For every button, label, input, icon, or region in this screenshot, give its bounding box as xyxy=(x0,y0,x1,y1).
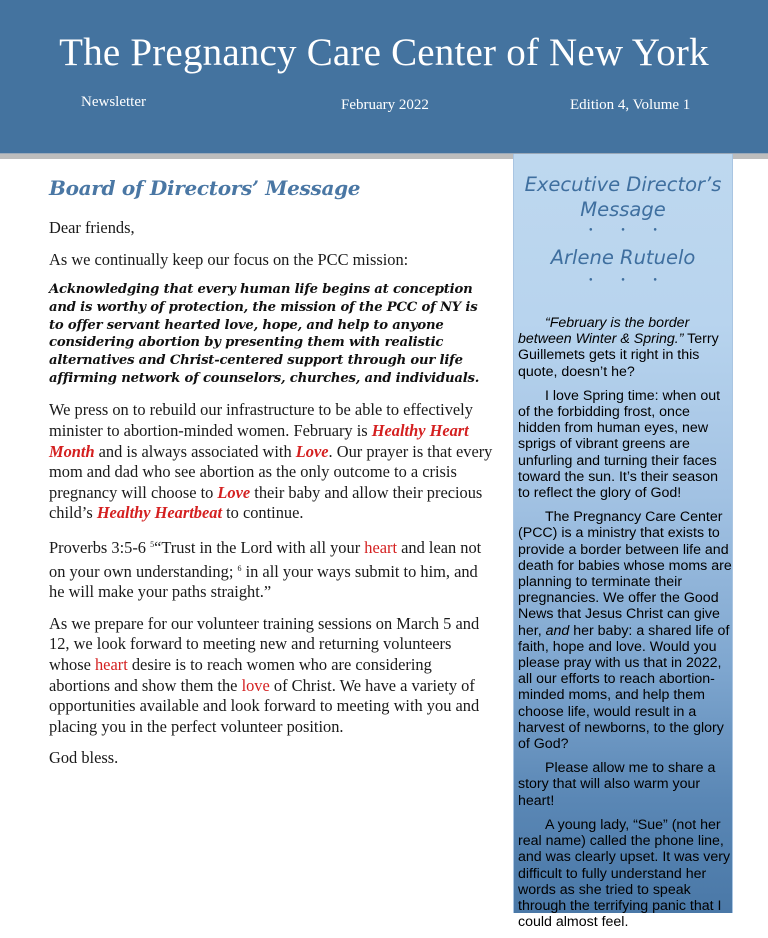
dot-divider: • • • xyxy=(588,276,670,286)
executive-director-sidebar xyxy=(513,154,733,931)
emphasis-love: Love xyxy=(295,441,329,461)
text: Terry Guillemets gets it right in this quote, doesn’t he? xyxy=(518,331,719,380)
sidebar-body xyxy=(518,315,732,938)
dot-divider: • • • xyxy=(588,226,670,236)
text: in all your ways submit to him, and he will make your paths straight.” xyxy=(49,561,478,602)
paragraph-healthy-heart xyxy=(49,400,494,524)
closing: God bless. xyxy=(49,748,119,768)
paragraph-proverbs xyxy=(49,535,494,603)
director-name: Arlene Rutuelo xyxy=(550,246,696,269)
text: and is always associated with xyxy=(94,441,296,461)
emphasis-healthy-heartbeat: Healthy Heartbeat xyxy=(96,503,222,523)
greeting: Dear friends, xyxy=(49,218,135,237)
newsletter-label: Newsletter xyxy=(81,94,146,110)
emphasis-love: love xyxy=(241,675,270,695)
mission-intro: As we continually keep our focus on the PCC mission: xyxy=(49,249,409,269)
scripture-reference: Proverbs 3:5-6 xyxy=(49,537,151,557)
text: “Trust in the Lord with all your xyxy=(154,537,365,557)
sidebar-paragraph xyxy=(518,315,732,380)
emphasis: and xyxy=(545,622,570,639)
text: We press on to rebuild our infrastructure to be able to effectively minister to abortion-minded women. February is xyxy=(49,400,473,440)
text: desire is to reach women who are considering abortions and show them the xyxy=(49,654,432,695)
verse-number: 5 xyxy=(150,539,155,549)
text: their baby and allow their precious child’s xyxy=(49,482,483,523)
sidebar-paragraph xyxy=(518,509,732,752)
sidebar-paragraph: A young lady, “Sue” (not her real name) called the phone line, and was clearly upset. It was very difficult to fully understand her words as she tried to speak through the terrifying panic that I could almost feel. xyxy=(518,816,731,931)
mission-statement: Acknowledging that every human life begins at conception and is worthy of protection, the mission of the PCC of NY is to offer servant hearted love, hope, and help to anyone considering abortion by presenting them with realistic alternatives and Christ-centered support through our life affirming network of counselors, churches, and individuals. xyxy=(49,282,480,386)
text: The Pregnancy Care Center (PCC) is a ministry that exists to provide a border between life and death for babies whose moms are planning to terminate their pregnancies. We offer the Good News that Jesus Christ can give her, xyxy=(518,509,732,639)
board-message-heading: Board of Directors’ Message xyxy=(49,176,361,200)
text: to continue. xyxy=(222,503,304,523)
issue-date: February 2022 xyxy=(341,97,429,113)
quote: “February is the border between Winter & Spring.” xyxy=(518,315,690,348)
sidebar-paragraph: I love Spring time: when out of the forbidding frost, once hidden from human eyes, new sprigs of vibrant greens are unfurling and turning their faces toward the sun. It’s their season to reflect the glory of God! xyxy=(518,387,721,502)
sidebar-paragraph: Please allow me to share a story that will also warm your heart! xyxy=(518,760,716,809)
newsletter-title: The Pregnancy Care Center of New York xyxy=(59,31,709,74)
emphasis-heart: heart xyxy=(364,537,398,557)
edition-volume: Edition 4, Volume 1 xyxy=(570,97,691,113)
text: of Christ. We have a variety of opportunities available and look forward to meeting with you and placing you in the perfect volunteer position. xyxy=(49,675,480,736)
newsletter-header xyxy=(0,0,768,153)
emphasis-love: Love xyxy=(217,482,251,502)
board-message-column xyxy=(49,176,494,780)
text: As we prepare for our volunteer training sessions on March 5 and 12, we look forward to meeting new and returning volunteers whose xyxy=(49,613,480,674)
verse-number: 6 xyxy=(237,563,242,573)
emphasis-heart: heart xyxy=(94,654,128,674)
text: and lean not on your own understanding; xyxy=(49,537,482,581)
sidebar-title: Executive Director’s Message xyxy=(524,173,722,221)
paragraph-volunteer-training xyxy=(49,614,494,738)
text: . Our prayer is that every mom and dad who see abortion as the only outcome to a crisis pregnancy will choose to xyxy=(49,441,493,502)
emphasis-healthy-heart-month: Healthy Heart Month xyxy=(49,421,469,461)
text: her baby: a shared life of faith, hope and love. Would you please pray with us that in 2022, all our efforts to reach abortion-minded moms, and help them choose life, would result in a harvest of newborns, to the glory of God? xyxy=(518,622,730,753)
